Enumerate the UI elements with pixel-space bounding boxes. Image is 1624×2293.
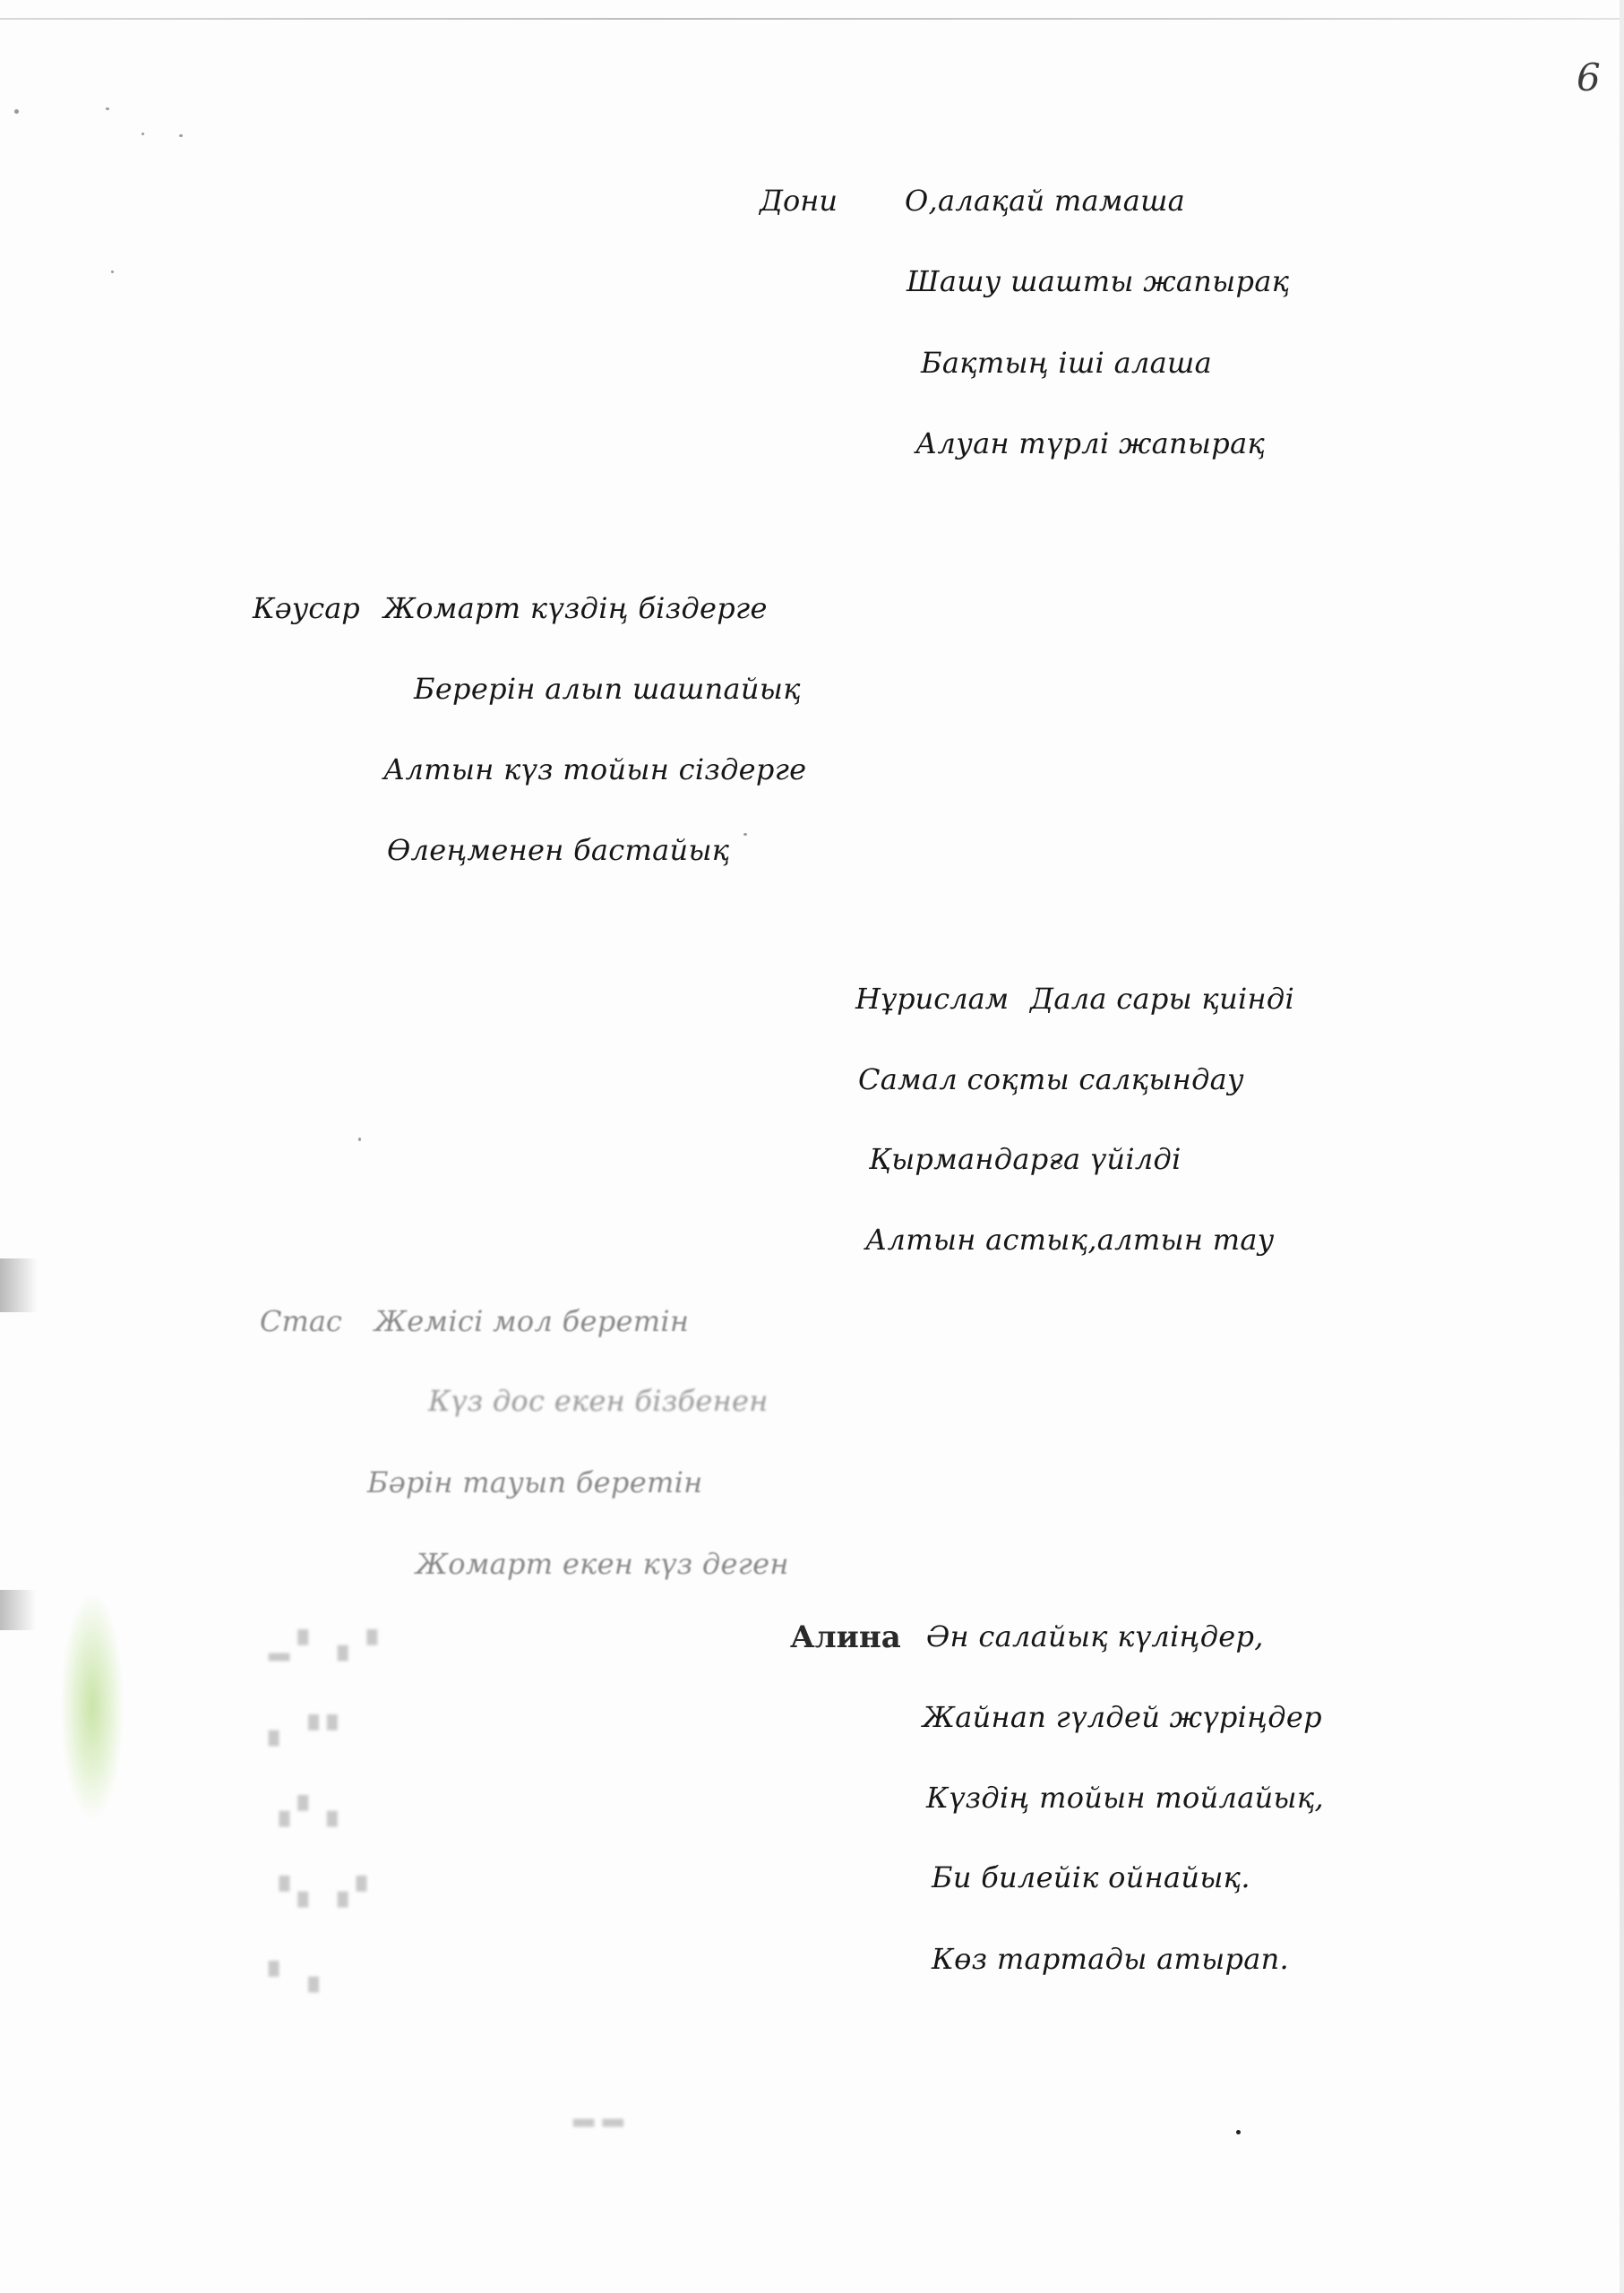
poem-line: Жомарт екен күз деген [416,1547,789,1581]
scan-shadow-mark [0,1258,38,1312]
poem-line: Жемісі мол беретін [374,1304,690,1338]
bleed-through-marks: ▖ ▝ ▘ [269,1715,348,1747]
speaker-name: Нұрислам [855,982,1010,1016]
scan-right-edge [1620,0,1624,2293]
poem-line: Ән салайық күліңдер, [926,1619,1264,1653]
poem-line: Жайнап гүлдей жүріңдер [923,1700,1322,1734]
scan-speck [106,107,109,110]
poem-line: Күздің тойын тойлайық, [926,1781,1324,1815]
scan-top-edge [0,18,1624,20]
poem-line: Күз дос екен бізбенен [428,1384,769,1418]
bleed-through-marks: ▘ ▗ [269,1962,319,1993]
bleed-through-marks: ▂ ▂ [573,2096,623,2127]
poem-line: Бақтың іші алаша [921,346,1212,380]
scan-speck [142,133,144,135]
poem-line: Қырмандарға үйілді [869,1142,1181,1176]
poem-line: Жомарт күздің біздерге [383,591,768,625]
bleed-through-marks: ▝ ▖ ▗ ▘ [269,1876,377,1908]
speaker-name: Алина [790,1619,901,1655]
speaker-name: Стас [260,1304,342,1338]
scan-speck [358,1138,361,1141]
speaker-name: Дони [760,184,838,218]
scan-speck [14,109,19,114]
green-stain [61,1594,124,1818]
poem-line: Би билейік ойнайық. [932,1860,1250,1894]
poem-line: Көз тартады атырап. [932,1942,1290,1976]
poem-line: Алтын астық,алтын тау [865,1223,1275,1257]
speaker-name: Кәусар [253,591,360,625]
scan-speck [179,134,183,137]
poem-line: Бәрін тауып беретін [367,1465,703,1499]
ink-dot [1236,2130,1241,2134]
scan-speck [743,833,747,836]
poem-line: О,алақай тамаша [905,184,1186,218]
poem-line: Дала сары қиінді [1030,982,1295,1016]
poem-line: Алуан түрлі жапырақ [915,426,1266,460]
page-number: 6 [1577,56,1601,99]
poem-line: Өлеңменен бастайық [387,833,730,867]
bleed-through-marks: ▗ ▘ ▖ [269,1796,348,1827]
poem-line: Берерін алып шашпайық [414,672,801,706]
scan-speck [111,271,114,273]
bleed-through-marks: ▂ ▘ ▗ ▝ [269,1630,377,1662]
poem-line: Самал соқты салқындау [858,1062,1244,1096]
scan-shadow-mark [0,1590,36,1630]
poem-line: Шашу шашты жапырақ [907,264,1290,298]
poem-line: Алтын күз тойын сіздерге [383,752,807,786]
